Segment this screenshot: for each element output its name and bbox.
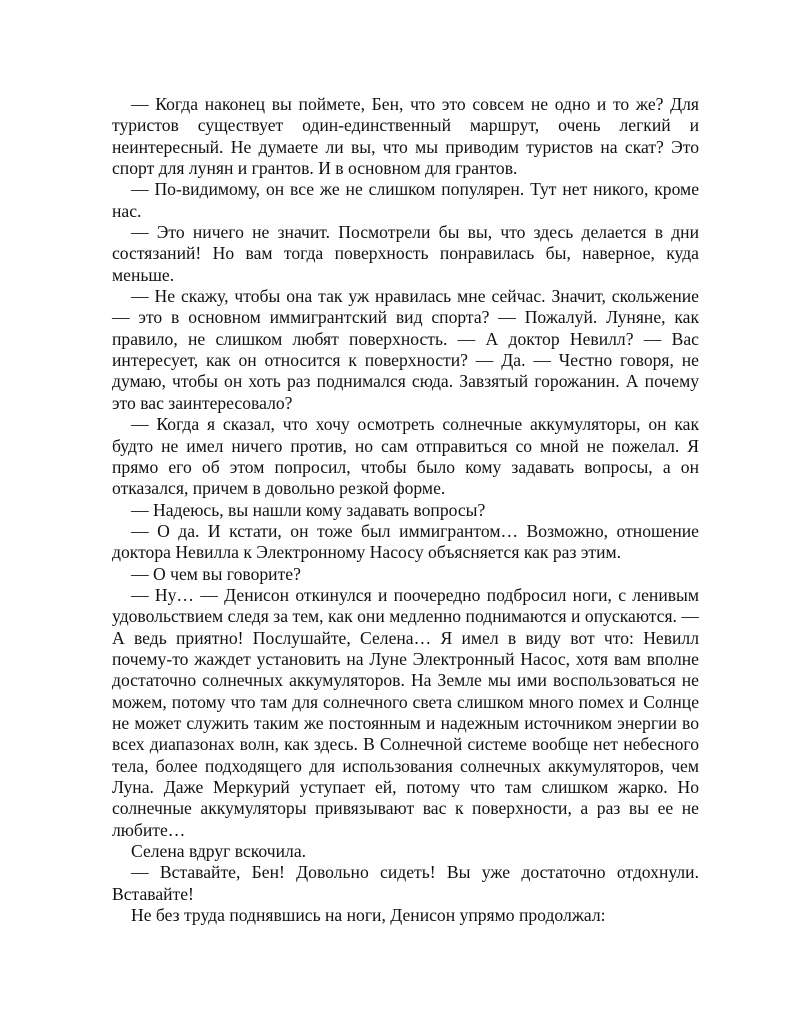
paragraph: — Ну… — Денисон откинулся и поочередно подбросил ноги, с ленивым удовольствием следя за тем, как они медленно поднимаются и опускаются. — А ведь приятно! Послушайте, Селена… Я имел в виду вот что: Невилл почему-то жаждет установить на Луне Электронный Насос, хотя вам вполне достаточно солнечных аккумуляторов. На Земле мы ими воспользоваться не можем, потому что там для солнечного света слишком много помех и Солнце не может служить таким же постоянным и надежным источником энергии во всех диапазонах волн, как здесь. В Солнечной системе вообще нет небесного тела, более подходящего для использования солнечных аккумуляторов, чем Луна. Даже Меркурий уступает ей, потому что там слишком жарко. Но солнечные аккумуляторы привязывают вас к поверхности, а раз вы ее не любите… (112, 584, 699, 840)
paragraph: — Надеюсь, вы нашли кому задавать вопросы? (131, 499, 486, 520)
document-page (112, 94, 699, 926)
paragraph: — О чем вы говорите? (131, 563, 301, 584)
paragraph: — Не скажу, чтобы она так уж нравилась мне сейчас. Значит, скольжение — это в основном иммигрантский вид спорта? — Пожалуй. Луняне, как правило, не слишком любят поверхность. — А доктор Невилл? — Вас интересует, как он относится к поверхности? — Да. — Честно говоря, не думаю, чтобы он хоть раз поднимался сюда. Завзятый горожанин. А почему это вас заинтересовало? (112, 286, 699, 413)
paragraph: — Когда я сказал, что хочу осмотреть солнечные аккумуляторы, он как будто не имел ничего против, но сам отправиться со мной не пожелал. Я прямо его об этом попросил, чтобы было кому задавать вопросы, а он отказался, причем в довольно резкой форме. (112, 414, 699, 499)
paragraph: — Это ничего не значит. Посмотрели бы вы, что здесь делается в дни состязаний! Но вам тогда поверхность понравилась бы, наверное, куда меньше. (112, 222, 699, 285)
paragraph: Селена вдруг вскочила. (131, 841, 307, 862)
paragraph: — Вставайте, Бен! Довольно сидеть! Вы уже достаточно отдохнули. Вставайте! (112, 862, 699, 904)
paragraph: — Когда наконец вы поймете, Бен, что это совсем не одно и то же? Для туристов существует один-единственный маршрут, очень легкий и неинтересный. Не думаете ли вы, что мы приводим туристов на скат? Это спорт для лунян и грантов. И в основном для грантов. (112, 94, 699, 179)
paragraph: Не без труда поднявшись на ноги, Денисон упрямо продолжал: (131, 905, 606, 926)
paragraph: — О да. И кстати, он тоже был иммигрантом… Возможно, отношение доктора Невилла к Электронному Насосу объясняется как раз этим. (112, 520, 699, 563)
paragraph: — По-видимому, он все же не слишком популярен. Тут нет никого, кроме нас. (112, 179, 699, 221)
